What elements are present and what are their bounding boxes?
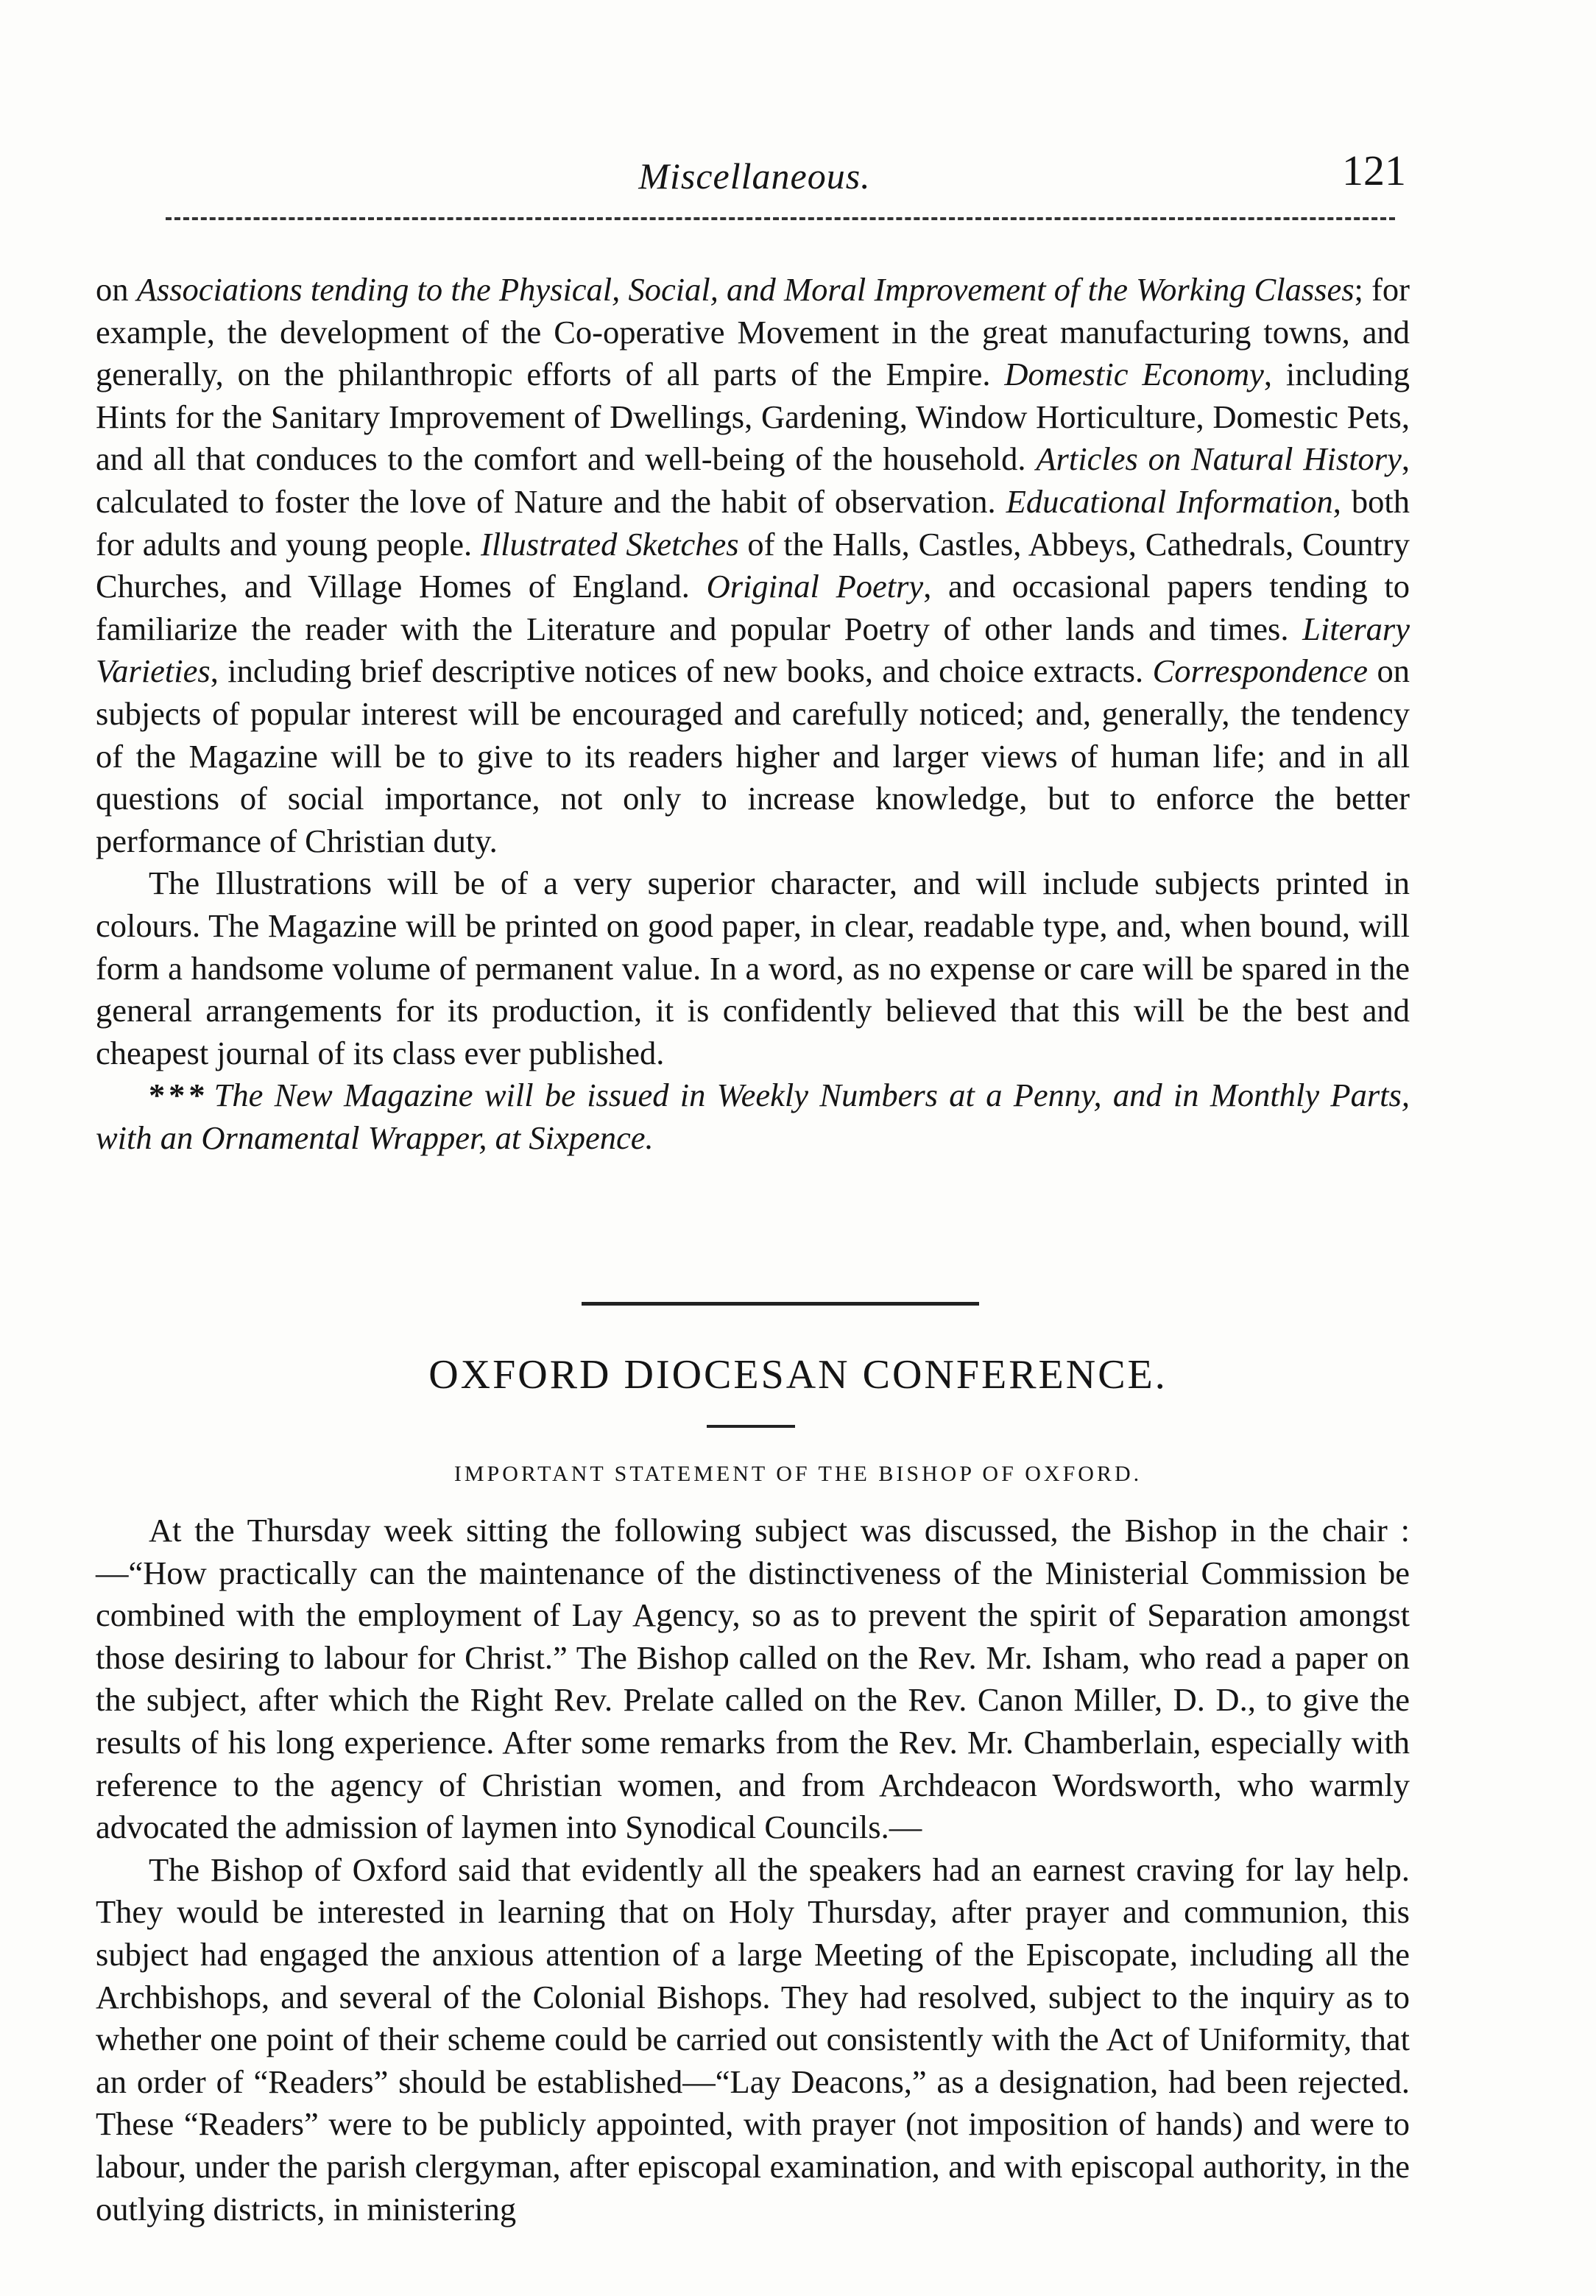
italic-topic: Literary Varieties	[96, 610, 1410, 690]
italic-topic: Educational Information	[1006, 482, 1333, 520]
page-header	[103, 141, 1406, 200]
header-rule	[166, 217, 1395, 220]
paragraph-text: on	[96, 271, 137, 308]
paragraph-text: , both for adults and young people.	[96, 482, 1410, 563]
section-subheading: IMPORTANT STATEMENT OF THE BISHOP OF OXFORD.	[453, 1462, 1143, 1486]
conference-paragraph-1: At the Thursday week sitting the following subject was discussed, the Bishop in the chair :—“How practically can the maintenance of the distinctiveness of the Ministerial Commission be combined with the employment of Lay Agency, so as to prevent the spirit of Separation amongst those desiring to labour for Christ.” The Bishop called on the Rev. Mr. Isham, who read a paper on the subject, after which the Right Rev. Prelate called on the Rev. Canon Miller, D. D., to give the results of his long experience. After some remarks from the Rev. Mr. Chamberlain, especially with reference to the agency of Christian women, and from Archdeacon Wordsworth, who warmly advocated the admission of laymen into Synodical Councils.—	[96, 1512, 1410, 1846]
page-number: 121	[1342, 147, 1406, 194]
paragraph-text: ; for example, the development of the Co-operative Movement in the great manufacturing towns, and generally, on the philanthropic efforts of all parts of the Empire.	[96, 271, 1410, 393]
conference-paragraph-2: The Bishop of Oxford said that evidently all the speakers had an earnest craving for lay help. They would be interested in learning that on Holy Thursday, after prayer and communion, this subject had engaged the anxious attention of a large Meeting of the Episcopate, including all the Archbishops, and several of the Colonial Bishops. They had resolved, subject to the inquiry as to whether one point of their scheme could be carried out consistently with the Act of Uniformity, that an order of “Readers” should be established—“Lay Deacons,” as a designation, had been rejected. These “Readers” were to be publicly appointed, with prayer (not imposition of hands) and were to labour, under the parish clergyman, after episcopal examination, and with episcopal authority, in the outlying districts, in ministering	[96, 1850, 1410, 2228]
note-text: The New Magazine will be issued in Weekly Numbers at a Penny, and in Monthly Parts, with an Ornamental Wrapper, at Sixpence.	[96, 1077, 1410, 1156]
conference-section	[96, 1510, 1410, 2230]
section-divider	[582, 1302, 979, 1306]
italic-topic: Original Poetry	[706, 568, 924, 605]
prospectus-paragraph-2: The Illustrations will be of a very superior character, and will include subjects printed in colours. The Magazine will be printed on good paper, in clear, readable type, and, when bound, will form a handsome volume of permanent value. In a word, as no expense or care will be spared in the general arrangements for its production, it is confidently believed that this will be the best and cheapest journal of its class ever published.	[96, 864, 1410, 1071]
running-title: Miscellaneous.	[638, 155, 871, 197]
paragraph-text: , calculated to foster the love of Nature and the habit of observation.	[96, 440, 1410, 520]
paragraph-text: , including Hints for the Sanitary Improvement of Dwellings, Gardening, Window Horticulture, Domestic Pets, and all that conduces to the comfort and well-being of the household.	[96, 356, 1410, 478]
paragraph-text: of the Halls, Castles, Abbeys, Cathedrals, Country Churches, and Village Homes of England.	[96, 525, 1410, 605]
note-asterisks: * * *	[149, 1077, 204, 1114]
italic-topic: Associations tending to the Physical, Social, and Moral Improvement of the Working Classes	[136, 271, 1355, 308]
italic-topic: Correspondence	[1152, 652, 1369, 690]
italic-topic: Domestic Economy	[1004, 356, 1264, 393]
paragraph-text: on subjects of popular interest will be encouraged and carefully noticed; and, generally, the tendency of the Magazine will be to give to its readers higher and larger views of human life; and in all questions of social importance, not only to increase knowledge, but to enforce the better performance of Christian duty.	[96, 652, 1410, 859]
magazine-note	[96, 1074, 1410, 1159]
prospectus-paragraph-1	[96, 269, 1410, 862]
paragraph-text: , and occasional papers tending to familiarize the reader with the Literature and popular Poetry of other lands and times.	[96, 568, 1410, 647]
italic-topic: Articles on Natural History	[1036, 440, 1402, 478]
section-title: OXFORD DIOCESAN CONFERENCE.	[428, 1352, 1168, 1398]
paragraph-text: , including brief descriptive notices of new books, and choice extracts.	[210, 652, 1153, 690]
title-rule	[707, 1425, 795, 1428]
italic-topic: Illustrated Sketches	[481, 525, 739, 563]
prospectus-section	[96, 269, 1410, 1159]
